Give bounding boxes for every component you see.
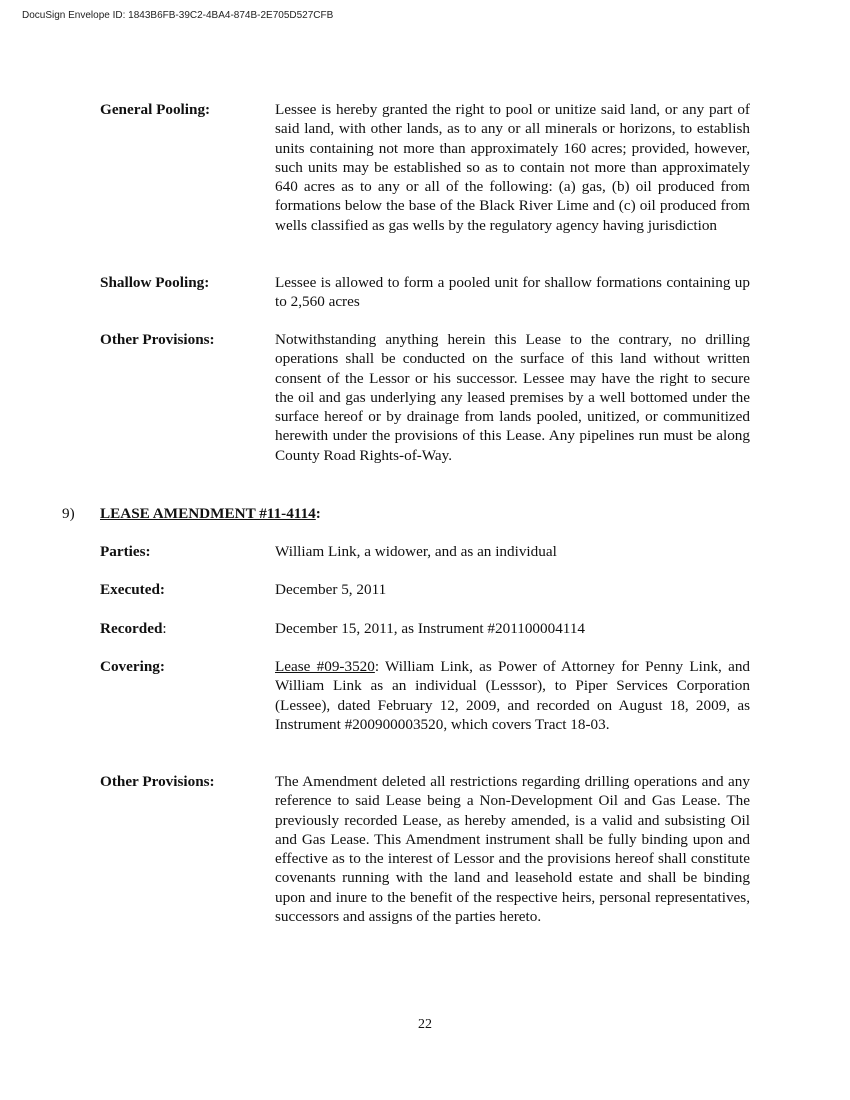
field-parties: [100, 542, 750, 561]
provision-other: [100, 330, 750, 465]
field-recorded: [100, 619, 750, 638]
provision-text: Lessee is hereby granted the right to pool or unitize said land, or any part of said land, with other lands, as to any or all minerals or horizons, to establish units containing not more than approximately 160 acres; provided, however, such units may be established so as to contain not more than approximately 640 acres as to any or all of the following: (a) gas, (b) oil produced from formations below the base of the Black River Lime and (c) oil produced from wells classified as gas wells by the regulatory agency having jurisdiction: [275, 101, 750, 234]
field-label: Other Provisions:: [100, 773, 215, 790]
section-number: 9): [62, 505, 75, 522]
provision-text: Lessee is allowed to form a pooled unit for shallow formations containing up to 2,560 acres: [275, 274, 750, 311]
covering-lease-number: Lease #09-3520: [275, 658, 375, 675]
section-title-colon: :: [315, 505, 321, 522]
provision-shallow-pooling: [100, 273, 750, 312]
field-value: The Amendment deleted all restrictions regarding drilling operations and any reference to said Lease being a Non-Development Oil and Gas Lease. The previously recorded Lease, as hereby amended, is a valid and subsisting Oil and Gas Lease. This Amendment instrument shall be fully binding upon and effective as to the interest of Lessor and the provisions hereof shall constitute covenants running with the land and leasehold estate and shall be binding upon and inure to the benefit of the respective heirs, personal representatives, successors and assigns of the parties hereto.: [275, 773, 750, 926]
field-label: Parties:: [100, 543, 151, 560]
field-value: William Link, a widower, and as an individual: [275, 543, 557, 560]
field-value: [275, 657, 750, 734]
field-label-text: Recorded: [100, 620, 163, 637]
page-number: 22: [418, 1017, 432, 1032]
field-label: Covering:: [100, 658, 165, 675]
covering-text: : William Link, as Power of Attorney for Penny Link, and William Link as an individual (Lesssor), to Piper Services Corporation (Lessee), dated February 12, 2009, and recorded on August 18, 2009, as Instrument #200900003520, which covers Tract 18-03.: [275, 658, 751, 733]
section-title-text: LEASE AMENDMENT #11-4114: [100, 505, 316, 522]
envelope-id: DocuSign Envelope ID: 1843B6FB-39C2-4BA4-874B-2E705D527CFB: [22, 10, 334, 21]
field-executed: [100, 580, 750, 599]
field-covering: [100, 657, 750, 734]
section-title: [100, 504, 321, 523]
field-label-colon: :: [162, 620, 167, 637]
field-value: December 5, 2011: [275, 581, 387, 598]
field-label: Executed:: [100, 581, 165, 598]
provision-label: Shallow Pooling:: [100, 274, 210, 291]
field-label: [100, 619, 272, 638]
field-value: December 15, 2011, as Instrument #201100004114: [275, 620, 586, 637]
provision-general-pooling: [100, 100, 750, 235]
provision-label: General Pooling:: [100, 101, 211, 118]
provision-text: Notwithstanding anything herein this Lease to the contrary, no drilling operations shall be conducted on the surface of this land without written consent of the Lessor or his successor. Lessee may have the right to secure the oil and gas underlying any leased premises by a well bottomed under the surface hereof or by drainage from lands pooled, unitized, or communitized herewith under the provisions of this Lease. Any pipelines run must be along County Road Rights-of-Way.: [275, 331, 750, 464]
field-other-provisions: [100, 772, 750, 926]
provision-label: Other Provisions:: [100, 331, 215, 348]
